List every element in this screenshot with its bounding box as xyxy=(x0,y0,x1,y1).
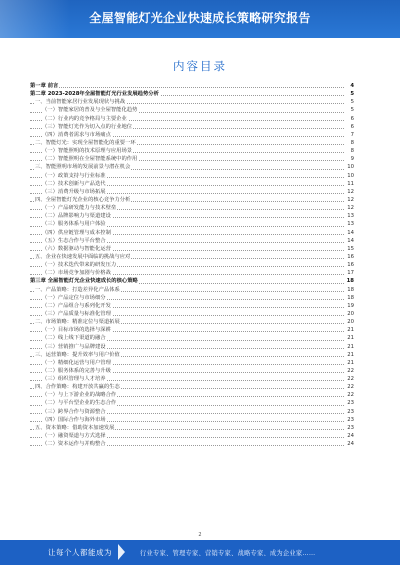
toc-entry-title: （三）组织管理与人才培养 xyxy=(42,376,106,383)
arrow-icon xyxy=(118,544,125,560)
toc-entry-title: （三）消费升级与市场拓展 xyxy=(42,188,106,195)
toc-entry-page: 15 xyxy=(347,245,354,252)
toc-entry-page: 4 xyxy=(350,83,354,89)
toc-entry-page: 17 xyxy=(347,270,354,277)
toc-entry[interactable] xyxy=(30,196,354,204)
toc-entry-page: 23 xyxy=(347,416,354,423)
toc-entry[interactable] xyxy=(30,286,354,294)
toc-entry[interactable] xyxy=(30,237,354,245)
toc-entry-title: （一）与上下游企业的战略合作 xyxy=(42,392,117,399)
toc-entry[interactable] xyxy=(30,90,354,98)
toc-entry[interactable] xyxy=(30,326,354,334)
toc-entry[interactable] xyxy=(30,302,354,310)
toc-entry-title: （一）产品研发能力与技术壁垒 xyxy=(42,205,117,212)
toc-entry-title: （一）精细化运营与用户管理 xyxy=(42,359,111,366)
toc-entry-title: （二）服务体系的完善与升级 xyxy=(42,367,111,374)
toc-entry[interactable] xyxy=(30,123,354,131)
toc-entry-title: （三）服务体系与用户体验 xyxy=(42,221,106,228)
footer-banner xyxy=(0,540,400,565)
toc-entry-title: （三）智能灯光作为切入点的行业地位 xyxy=(42,123,133,130)
toc-entry[interactable] xyxy=(30,334,354,342)
toc-entry-page: 23 xyxy=(347,400,354,407)
toc-entry[interactable] xyxy=(30,432,354,440)
toc-entry-page: 21 xyxy=(347,335,354,342)
toc-entry-title: （二）技术创新与产品迭代 xyxy=(42,180,106,187)
toc-entry-page: 10 xyxy=(347,164,354,171)
toc-entry-page: 18 xyxy=(347,294,354,301)
toc-entry-title: （三）产品质量与标准化管理 xyxy=(42,310,111,317)
toc-entry[interactable] xyxy=(30,131,354,139)
toc-entry[interactable] xyxy=(30,359,354,367)
toc-entry-title: （一）政策支持与行业标准 xyxy=(42,172,106,179)
toc-entry-page: 5 xyxy=(350,107,354,114)
toc-entry[interactable] xyxy=(30,269,354,277)
toc-entry-page: 21 xyxy=(347,351,354,358)
toc-entry-title: 第二章 2023-2028年全屋智能灯光行业发展趋势分析 xyxy=(30,91,159,98)
toc-entry-page: 9 xyxy=(350,156,354,163)
toc-entry-page: 21 xyxy=(347,343,354,350)
toc-entry-page: 12 xyxy=(347,196,354,203)
toc-entry-page: 20 xyxy=(347,319,354,326)
toc-entry-title: （二）资本运作与并购整合 xyxy=(42,441,106,448)
toc-entry-title: （一）产品定位与市场细分 xyxy=(42,294,106,301)
toc-entry[interactable] xyxy=(30,204,354,212)
toc-entry-page: 6 xyxy=(350,123,354,130)
toc-entry-page: 18 xyxy=(346,278,354,285)
toc-entry-page: 5 xyxy=(350,91,354,98)
toc-entry[interactable] xyxy=(30,408,354,416)
toc-entry-page: 10 xyxy=(347,172,354,179)
toc-entry-title: （四）消费者需求与市场痛点 xyxy=(42,131,111,138)
toc-entry-title: 三、运营策略：提升效率与用户价值 xyxy=(35,351,120,358)
table-of-contents xyxy=(30,82,354,448)
toc-entry-page: 11 xyxy=(347,180,354,187)
toc-entry-title: 四、合作策略：构建开放共赢的生态 xyxy=(35,384,120,391)
toc-entry-title: （二）品牌影响力与渠道建设 xyxy=(42,213,111,220)
toc-entry[interactable] xyxy=(30,253,354,261)
toc-entry-page: 16 xyxy=(347,262,354,269)
toc-entry[interactable] xyxy=(30,399,354,407)
toc-entry[interactable] xyxy=(30,294,354,302)
toc-entry-title: （一）技术迭代带来的研发压力 xyxy=(42,262,117,269)
report-title: 全屋智能灯光企业快速成长策略研究报告 xyxy=(89,11,311,25)
toc-entry-title: （四）供应链管理与成本控制 xyxy=(42,229,111,236)
toc-entry-page: 18 xyxy=(347,286,354,293)
toc-entry-title: 一、当前智能家居行业发展现状与挑战 xyxy=(35,99,126,106)
toc-entry[interactable] xyxy=(30,163,354,171)
toc-entry-title: 第一章 前言 xyxy=(30,83,59,89)
toc-entry-title: （二）产品组合与系列化开发 xyxy=(42,302,111,309)
report-header-banner xyxy=(0,0,400,38)
toc-entry[interactable] xyxy=(30,212,354,220)
toc-entry[interactable] xyxy=(30,220,354,228)
toc-entry-page: 21 xyxy=(347,359,354,366)
toc-entry-page: 20 xyxy=(347,310,354,317)
toc-entry-page: 16 xyxy=(347,253,354,260)
toc-entry-page: 23 xyxy=(347,408,354,415)
toc-entry[interactable] xyxy=(30,375,354,383)
toc-entry[interactable] xyxy=(30,82,354,90)
toc-entry-page: 22 xyxy=(347,376,354,383)
toc-entry[interactable] xyxy=(30,139,354,147)
toc-entry-page: 14 xyxy=(347,237,354,244)
footer-tagline: 行业专家、管理专家、营销专家、战略专家、成为企业家…… xyxy=(140,550,316,557)
toc-entry-page: 5 xyxy=(350,99,354,106)
toc-entry-page: 24 xyxy=(347,433,354,440)
toc-entry-title: 二、市场策略：精准定位与渠道拓展 xyxy=(35,319,120,326)
toc-entry-title: （四）国际合作与海外市场 xyxy=(42,416,106,423)
toc-entry[interactable] xyxy=(30,440,354,448)
toc-entry[interactable] xyxy=(30,416,354,424)
toc-entry-page: 13 xyxy=(347,213,354,220)
toc-entry[interactable] xyxy=(30,351,354,359)
toc-entry[interactable] xyxy=(30,310,354,318)
toc-entry-page: 12 xyxy=(347,188,354,195)
toc-entry-title: 二、智能灯光：实现全屋智能化的重要一环 xyxy=(35,139,136,146)
toc-entry-page: 19 xyxy=(347,302,354,309)
toc-entry[interactable] xyxy=(30,180,354,188)
toc-entry-title: （二）市场竞争加剧与价格战 xyxy=(42,270,111,277)
toc-entry-title: （一）智能家居的普及与全屋智能化趋势 xyxy=(42,107,138,114)
toc-entry-page: 13 xyxy=(347,221,354,228)
toc-entry-page: 7 xyxy=(350,131,354,138)
toc-entry-page: 6 xyxy=(350,115,354,122)
toc-entry-title: （一）融资渠道与方式选择 xyxy=(42,433,106,440)
toc-entry-title: （五）生态合作与平台整合 xyxy=(42,237,106,244)
page-number: 2 xyxy=(198,532,202,538)
toc-entry-title: 五、企业在快速发展中面临的挑战与应对 xyxy=(35,253,131,260)
toc-entry-title: 一、产品策略：打造差异化产品体系 xyxy=(35,286,120,293)
toc-entry[interactable] xyxy=(30,391,354,399)
toc-entry-page: 22 xyxy=(347,392,354,399)
toc-entry-page: 24 xyxy=(347,441,354,448)
toc-entry[interactable] xyxy=(30,277,354,285)
toc-entry[interactable] xyxy=(30,367,354,375)
toc-entry[interactable] xyxy=(30,383,354,391)
toc-entry[interactable] xyxy=(30,424,354,432)
toc-entry[interactable] xyxy=(30,155,354,163)
toc-entry[interactable] xyxy=(30,188,354,196)
toc-entry-page: 22 xyxy=(347,384,354,391)
toc-entry-title: （二）行业内的竞争格局与主要企业 xyxy=(42,115,127,122)
toc-entry-title: （二）线上线下渠道的融合 xyxy=(42,335,106,342)
toc-entry-title: 第三章 全屋智能灯光企业快速成长的核心策略 xyxy=(30,278,138,285)
toc-entry-title: （二）与平台型企业的生态合作 xyxy=(42,400,117,407)
toc-entry-page: 22 xyxy=(347,367,354,374)
toc-entry[interactable] xyxy=(30,115,354,123)
toc-entry-title: （二）智能照明在全屋智能系统中的作用 xyxy=(42,156,138,163)
toc-entry-page: 8 xyxy=(350,148,354,155)
toc-entry-title: 四、全屋智能灯光企业的核心竞争力分析 xyxy=(35,196,131,203)
toc-entry-page: 14 xyxy=(347,229,354,236)
toc-entry[interactable] xyxy=(30,172,354,180)
toc-entry-page: 12 xyxy=(347,205,354,212)
toc-entry-title: （一）智能照明的技术原理与应用场景 xyxy=(42,148,133,155)
toc-entry-page: 21 xyxy=(347,327,354,334)
toc-entry[interactable] xyxy=(30,229,354,237)
toc-entry[interactable] xyxy=(30,343,354,351)
toc-entry[interactable] xyxy=(30,106,354,114)
toc-heading: 内容目录 xyxy=(173,59,227,73)
toc-entry-title: （六）数据驱动与智能化运营 xyxy=(42,245,111,252)
toc-entry-title: （一）目标市场的选择与深耕 xyxy=(42,327,111,334)
dot-leader xyxy=(30,87,344,88)
toc-entry[interactable] xyxy=(30,318,354,326)
toc-entry-page: 23 xyxy=(347,424,354,431)
toc-entry[interactable] xyxy=(30,147,354,155)
toc-entry[interactable] xyxy=(30,98,354,106)
toc-entry-title: （三）营销推广与品牌建设 xyxy=(42,343,106,350)
toc-entry-title: （三）跨界合作与资源整合 xyxy=(42,408,106,415)
toc-entry[interactable] xyxy=(30,261,354,269)
footer-slogan: 让每个人都能成为 xyxy=(48,548,112,557)
toc-entry[interactable] xyxy=(30,245,354,253)
toc-entry-title: 三、智能照明市场的发展前景与潜在机会 xyxy=(35,164,131,171)
toc-entry-title: 五、资本策略：借助资本加速发展 xyxy=(35,424,115,431)
toc-entry-page: 8 xyxy=(350,139,354,146)
